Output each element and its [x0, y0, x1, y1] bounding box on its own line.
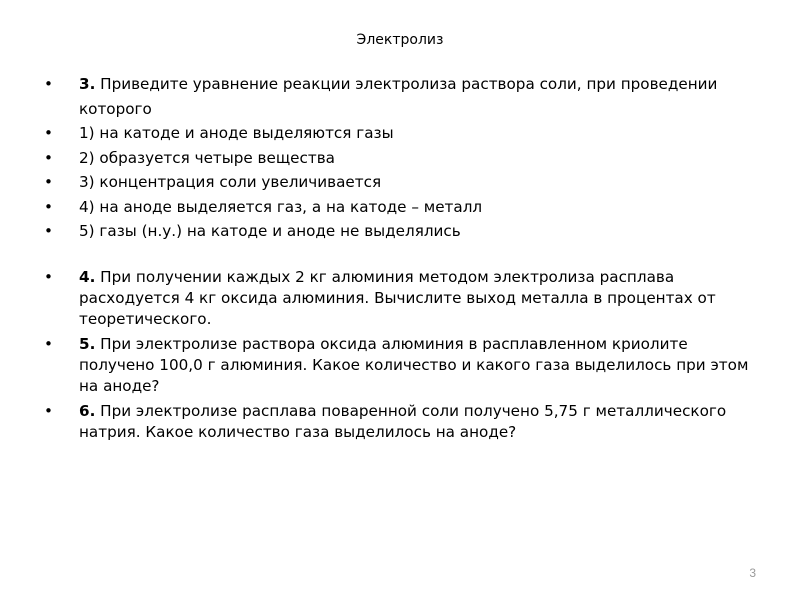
list-item-task-4 [44, 267, 764, 330]
list-item-task-5 [44, 334, 764, 397]
list-item-option-4 [44, 195, 764, 220]
list-item-task-6 [44, 401, 764, 443]
task-text: При получении каждых 2 кг алюминия методом электролиза расплава расходуется 4 кг оксида алюминия. Вычислите выход металла в процентах от теоретического. [79, 267, 716, 328]
list-item-option-1 [44, 121, 764, 146]
task-number: 6. [79, 401, 96, 420]
task-number: 5. [79, 334, 96, 353]
list-item-question-3 [44, 72, 764, 121]
list-item-option-5 [44, 219, 764, 244]
list-item-option-2 [44, 146, 764, 171]
option-text: 3) концентрация соли увеличивается [79, 173, 382, 191]
bullet-icon: • [44, 124, 53, 142]
list-item-option-3 [44, 170, 764, 195]
bullet-icon: • [44, 173, 53, 191]
bullet-icon: • [44, 75, 53, 93]
bullet-icon: • [44, 197, 53, 216]
bullet-icon: • [44, 401, 53, 420]
bullet-icon: • [44, 334, 53, 353]
page-number: 3 [749, 566, 756, 580]
option-text: 1) на катоде и аноде выделяются газы [79, 124, 394, 142]
content-list [44, 72, 764, 447]
spacer [44, 244, 764, 267]
question-number: 3. [79, 75, 96, 93]
option-text: 5) газы (н.у.) на катоде и аноде не выделялись [79, 222, 461, 240]
question-text: Приведите уравнение реакции электролиза раствора соли, при проведении которого [79, 75, 718, 118]
task-text: При электролизе расплава поваренной соли получено 5,75 г металлического натрия. Какое количество газа выделилось на аноде? [79, 401, 727, 441]
option-text: 2) образуется четыре вещества [79, 148, 335, 167]
option-text: 4) на аноде выделяется газ, а на катоде – металл [79, 197, 483, 216]
bullet-icon: • [44, 148, 53, 167]
slide-title: Электролиз [356, 32, 444, 48]
bullet-icon: • [44, 267, 53, 286]
task-text: При электролизе раствора оксида алюминия в расплавленном криолите получено 100,0 г алюминия. Какое количество и какого газа выделилось при этом на аноде? [79, 334, 749, 395]
task-number: 4. [79, 267, 96, 286]
bullet-icon: • [44, 222, 53, 240]
